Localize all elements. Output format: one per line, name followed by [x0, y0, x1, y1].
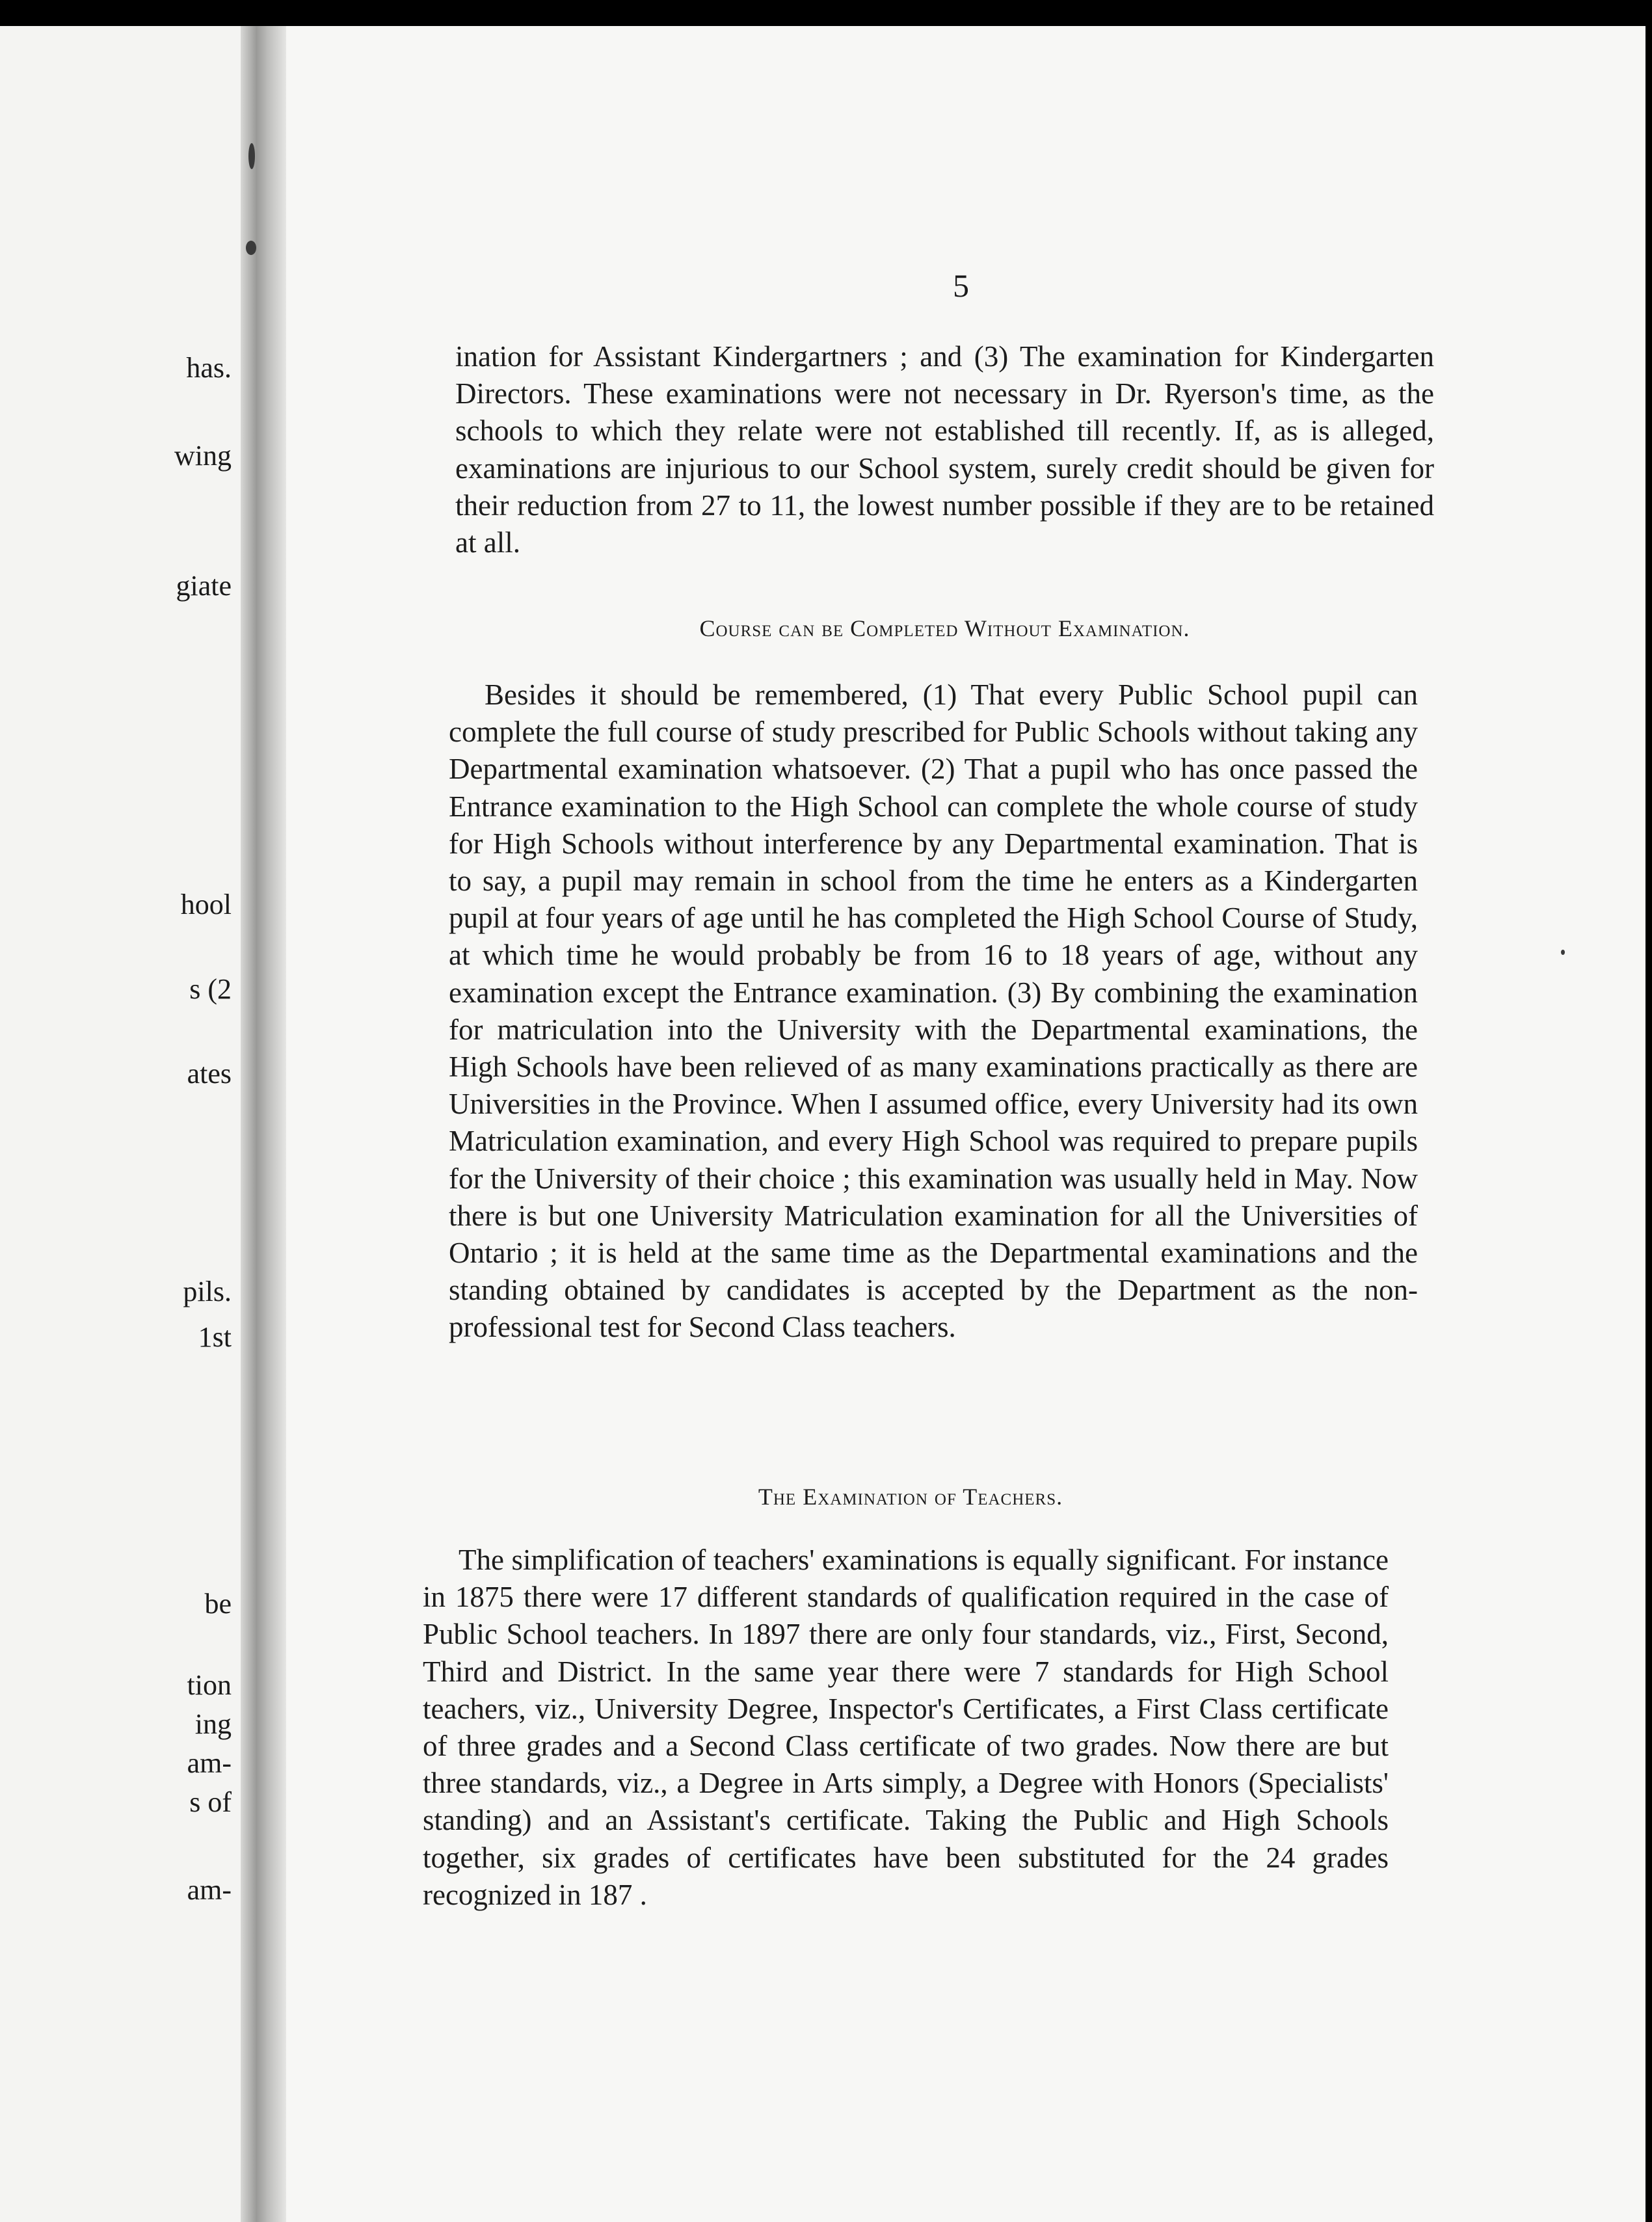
section-heading: Course can be Completed Without Examination. — [699, 615, 1190, 641]
scan-speck — [1561, 950, 1565, 955]
paragraph-text: Besides it should be remembered, (1) That every Public School pupil can complete the full course of study prescribed for Public Schools without taking any Departmental examination whatsoever. (2) That a pupil who has once passed the Entrance examination to the High School can complete the whole course of study for High Schools without interference by any Departmental examination. That is to say, a pupil may remain in school from the time he enters as a Kindergarten pupil at four years of age until he has completed the High School Course of Study, at which time he would probably be from 16 to 18 years of age, without any examination except the Entrance examination. (3) By combining the examination for matriculation into the University with the Departmental examinations, the High Schools have been relieved of as many examinations practically as there are Universities in the Province. When I assumed office, every University had its own Matriculation examination, and every High School was required to prepare pupils for the University of their choice ; this examination was usually held in May. Now there is but one University Matriculation examination for all the Universities of Ontario ; it is held at the same time as the Departmental examinations and the standing obtained by candidates is accepted by the Department as the non-professional test for Second Class teachers. — [449, 678, 1418, 1344]
left-page-fragment: be — [204, 1588, 232, 1620]
body-paragraph — [449, 676, 1418, 1346]
book-gutter — [241, 26, 286, 2222]
scan-speck — [246, 241, 256, 255]
body-paragraph — [423, 1542, 1389, 1914]
left-page-fragment: wing — [174, 440, 232, 472]
left-page-fragment: am- — [187, 1747, 232, 1779]
left-page-fragment: am- — [187, 1874, 232, 1906]
left-page-fragment: ing — [194, 1708, 232, 1740]
left-page-fragment: giate — [176, 570, 232, 602]
left-page-fragment: s (2 — [189, 973, 232, 1005]
left-page-fragment: ates — [187, 1058, 232, 1090]
left-page-fragment: has. — [186, 352, 232, 384]
left-page-fragment: 1st — [198, 1321, 232, 1353]
page-5 — [286, 26, 1645, 2222]
continuation-paragraph — [455, 338, 1434, 561]
page-number: 5 — [953, 267, 969, 304]
scan-speck — [248, 143, 255, 169]
left-page-fragment: s of — [189, 1786, 232, 1818]
scan-border — [1645, 0, 1652, 2222]
paragraph-text: The simplification of teachers' examinations is equally significant. For instance in 1875 there were 17 different standards of qualification required in the case of Public School teachers. In 1897 there are only four standards, viz., First, Second, Third and District. In the same year there were 7 standards for High School teachers, viz., University Degree, Inspector's Certificates, a First Class certificate of three grades and a Second Class certificate of two grades. Now there are but three standards, viz., a Degree in Arts simply, a Degree with Honors (Specialists' standing) and an Assistant's certificate. Taking the Public and High Schools together, six grades of certificates have been substituted for the 24 grades recognized in 187 . — [423, 1544, 1389, 1911]
left-page-fragment: hool — [180, 889, 232, 920]
paragraph-text: ination for Assistant Kindergartners ; and (3) The examination for Kindergarten Directors. These examinations were not necessary in Dr. Ryerson's time, as the schools to which they relate were not established till recently. If, as is alleged, examinations are injurious to our School system, surely credit should be given for their reduction from 27 to 11, the lowest number possible if they are to be retained at all. — [455, 340, 1434, 559]
left-page-fragment: tion — [187, 1669, 232, 1701]
left-page-fragment: pils. — [183, 1276, 232, 1307]
left-page-edge — [0, 26, 241, 2222]
section-heading: The Examination of Teachers. — [758, 1484, 1063, 1510]
